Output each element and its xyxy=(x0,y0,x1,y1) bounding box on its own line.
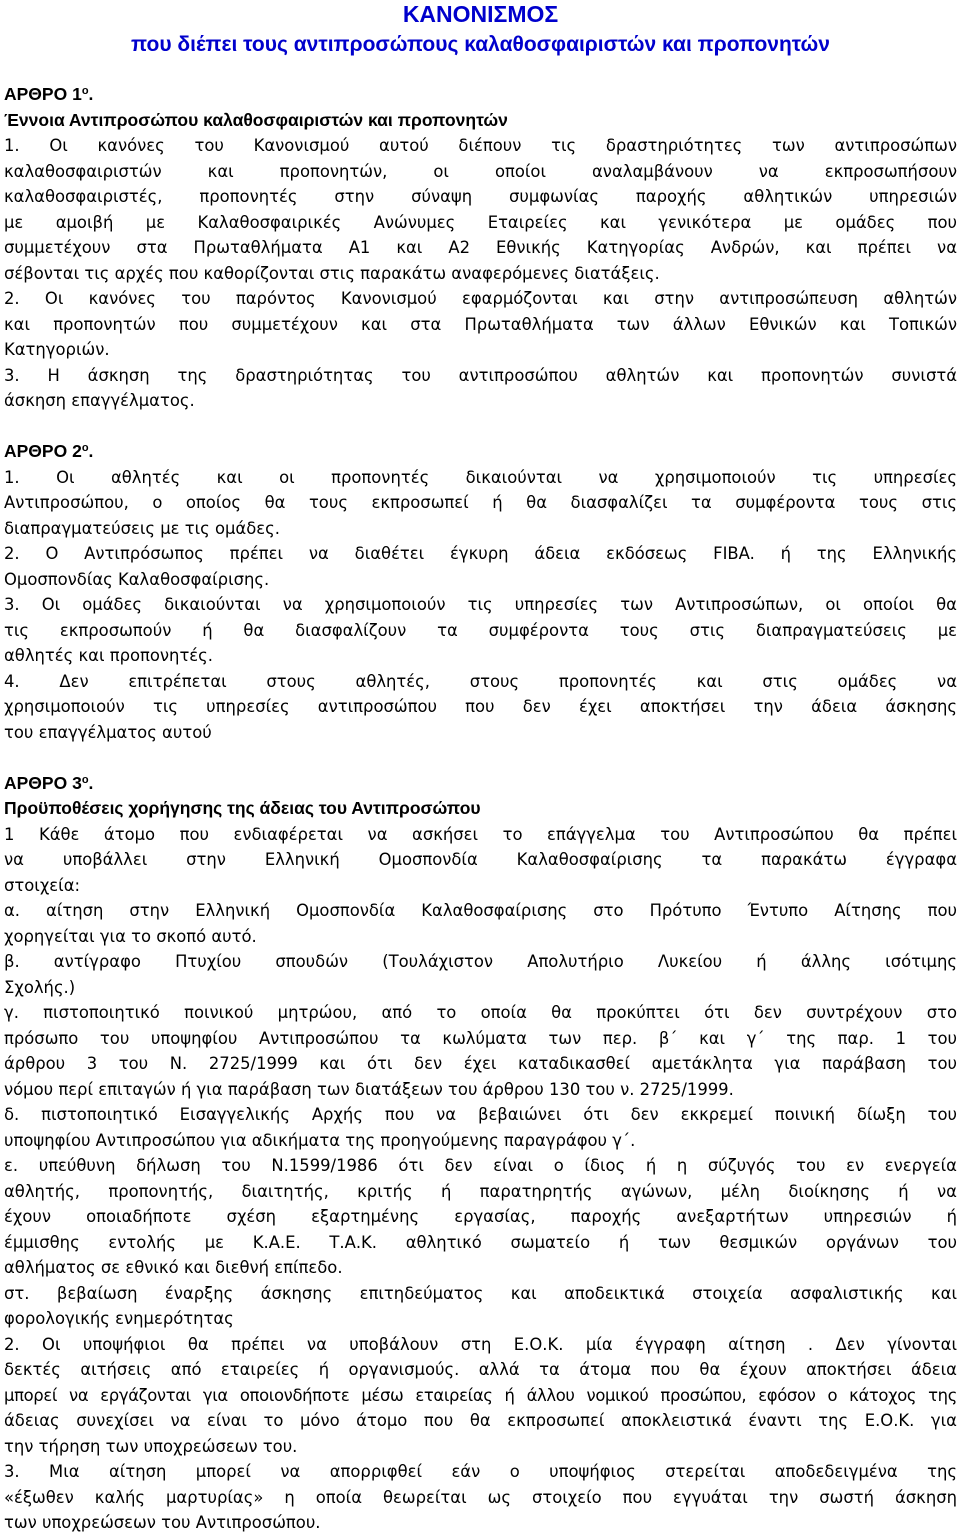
paragraph-line: αθλήματος σε εθνικό και διεθνή επίπεδο. xyxy=(4,1258,343,1277)
paragraph-line: 1 Κάθε άτομο που ενδιαφέρεται να ασκήσει το επάγγελμα του Αντιπροσώπου θα πρέπει xyxy=(4,824,957,844)
paragraph-line: έχουν οποιαδήποτε σχέση εξαρτημένης εργασίας, παροχής ανεξαρτήτων υπηρεσιών ή xyxy=(4,1207,957,1226)
paragraph-line: στ. βεβαίωση έναρξης άσκησης επιτηδεύματος και αποδεικτικά στοιχεία ασφαλιστικής και xyxy=(4,1283,957,1303)
paragraph-line: μπορεί να εργάζονται για οποιονδήποτε μέσω εταιρείας ή άλλου νομικού προσώπου, εφόσον ο κάτοχος της xyxy=(4,1385,957,1405)
paragraph-line: και προπονητών που συμμετέχουν και στα Πρωταθλήματα των άλλων Εθνικών και Τοπικών xyxy=(4,314,957,334)
paragraph-line: 3. Μια αίτηση μπορεί να απορριφθεί εάν ο υποψήφιος στερείται αποδεδειγμένα της xyxy=(4,1462,957,1481)
paragraph-line: πρόσωπο του υποψηφίου Αντιπροσώπου τα κωλύματα των περ. β΄ και γ΄ της παρ. 1 του xyxy=(4,1028,957,1048)
paragraph-line: 2. Ο Αντιπρόσωπος πρέπει να διαθέτει έγκυρη άδεια εκδόσεως FIBA. ή της Ελληνικής xyxy=(4,544,957,563)
article-3-heading: ΑΡΘΡΟ $3^o$. xyxy=(4,772,94,793)
document-subtitle: που διέπει τους αντιπροσώπους καλαθοσφαιριστών και προπονητών xyxy=(131,33,830,56)
paragraph-line: να υποβάλλει στην Ελληνική Ομοσπονδία Καλαθοσφαίρισης τα παρακάτω έγγραφα xyxy=(4,850,957,869)
paragraph-line: υποψηφίου Αντιπροσώπου για αδικήματα της προηγούμενης παραγράφου γ΄. xyxy=(4,1130,636,1150)
paragraph-line: Ομοσπονδίας Καλαθοσφαίρισης. xyxy=(4,569,270,589)
paragraph-line: άσκηση επαγγέλματος. xyxy=(4,391,195,410)
paragraph-line: έμμισθης εντολής με Κ.Α.Ε. Τ.Α.Κ. αθλητικό σωματείο ή των θεσμικών οργάνων του xyxy=(4,1232,957,1252)
paragraph-line: νόμου περί επιταγών ή για παράβαση των διατάξεων του άρθρου 130 του ν. 2725/1999. xyxy=(4,1079,734,1099)
paragraph-line: φορολογικής ενημερότητας xyxy=(4,1309,234,1328)
paragraph-line: άρθρου 3 του Ν. 2725/1999 και ότι δεν έχει καταδικασθεί αμετάκλητα για παράβαση του xyxy=(4,1054,957,1073)
paragraph-line: β. αντίγραφο Πτυχίου σπουδών (Τουλάχιστον Απολυτήριο Λυκείου ή άλλης ισότιμης xyxy=(4,952,957,971)
paragraph-line: συμμετέχουν στα Πρωταθλήματα Α1 και Α2 Εθνικής Κατηγορίας Ανδρών, και πρέπει να xyxy=(4,238,957,257)
paragraph-line: 4. Δεν επιτρέπεται στους αθλητές, στους προπονητές και στις ομάδες να xyxy=(4,671,957,691)
paragraph-line: 2. Οι υποψήφιοι θα πρέπει να υποβάλουν στη Ε.Ο.Κ. μία έγγραφη αίτηση . Δεν γίνονται xyxy=(4,1334,957,1354)
document-title: ΚΑΝΟΝΙΣΜΟΣ xyxy=(402,1,559,27)
paragraph-line: με αμοιβή με Καλαθοσφαιρικές Ανώνυμες Εταιρείες και γενικότερα με ομάδες που xyxy=(4,212,957,232)
paragraph-line: στοιχεία: xyxy=(4,875,81,895)
article-3-body xyxy=(4,822,957,1536)
paragraph-line: 3. Οι ομάδες δικαιούνται να χρησιμοποιούν τις υπηρεσίες των Αντιπροσώπων, οι οποίοι θα xyxy=(4,595,957,614)
paragraph-line: την τήρηση των υποχρεώσεων του. xyxy=(4,1436,298,1456)
paragraph-line: χρησιμοποιούν τις υπηρεσίες αντιπροσώπου που δεν έχει αποκτήσει την άδεια άσκησης xyxy=(4,697,957,716)
paragraph-line: δ. πιστοποιητικό Εισαγγελικής Αρχής που να βεβαιώνει ότι δεν εκκρεμεί ποινική δίωξη του xyxy=(4,1105,957,1124)
paragraph-line: δεκτές αιτήσεις από εταιρείες ή οργανισμούς. αλλά τα άτομα που θα έχουν αποκτήσει άδεια xyxy=(4,1360,957,1379)
paragraph-line: αθλητές και προπονητές. xyxy=(4,646,213,665)
article-1-body xyxy=(4,133,957,414)
paragraph-line: τις εκπροσωπούν ή θα διασφαλίζουν τα συμφέροντα τους στις διαπραγματεύσεις με xyxy=(4,620,957,640)
paragraph-line: των υποχρεώσεων του Αντιπροσώπου. xyxy=(4,1513,321,1532)
paragraph-line: «έξωθεν καλής μαρτυρίας» η οποία θεωρείται ως στοιχείο που εγγυάται την σωστή άσκηση xyxy=(4,1487,957,1507)
paragraph-line: α. αίτηση στην Ελληνική Ομοσπονδία Καλαθοσφαίρισης στο Πρότυπο Έντυπο Αίτησης που xyxy=(4,901,957,920)
paragraph-line: διαπραγματεύσεις με τις ομάδες. xyxy=(4,518,280,538)
paragraph-line: γ. πιστοποιητικό ποινικού μητρώου, από το οποία θα προκύπτει ότι δεν συντρέχουν στο xyxy=(4,1003,957,1022)
document-page xyxy=(4,0,957,1536)
paragraph-line: 3. Η άσκηση της δραστηριότητας του αντιπροσώπου αθλητών και προπονητών συνιστά xyxy=(4,365,957,385)
paragraph-line: Αντιπροσώπου, ο οποίος θα τους εκπροσωπεί ή θα διασφαλίζει τα συμφέροντα τους στις xyxy=(4,493,957,512)
paragraph-line: του επαγγέλματος αυτού xyxy=(4,722,212,742)
paragraph-line: καλαθοσφαιριστές, προπονητές στην σύναψη συμφωνίας παροχής αθλητικών υπηρεσιών xyxy=(4,187,957,206)
paragraph-line: 2. Οι κανόνες του παρόντος Κανονισμού εφαρμόζονται και στην αντιπροσώπευση αθλητών xyxy=(4,289,957,308)
article-2-body xyxy=(4,465,957,746)
paragraph-line: άδειας συνεχίσει να είναι το μόνο άτομο που θα εκπροσωπεί αποκλειστικά έναντι της Ε.Ο.Κ. για xyxy=(4,1411,957,1430)
paragraph-line: σέβονται τις αρχές που καθορίζονται στις παρακάτω αναφερόμενες διατάξεις. xyxy=(4,263,660,283)
paragraph-line: ε. υπεύθυνη δήλωση του Ν.1599/1986 ότι δεν είναι ο ίδιος ή η σύζυγός του εν ενεργεία xyxy=(4,1156,957,1175)
article-1-subheading: Έννοια Αντιπροσώπου καλαθοσφαιριστών και προπονητών xyxy=(4,109,508,130)
paragraph-line: Σχολής.) xyxy=(4,977,76,997)
paragraph-line: αθλητής, προπονητής, διαιτητής, κριτής ή παρατηρητής αγώνων, μέλη διοίκησης ή να xyxy=(4,1181,957,1201)
paragraph-line: καλαθοσφαιριστών και προπονητών, οι οποίοι αναλαμβάνουν να εκπροσωπήσουν xyxy=(4,161,957,181)
article-1-heading: ΑΡΘΡΟ $1^o$. xyxy=(4,84,94,104)
paragraph-line: 1. Οι αθλητές και οι προπονητές δικαιούνται να χρησιμοποιούν τις υπηρεσίες xyxy=(4,467,957,487)
paragraph-line: χορηγείται για το σκοπό αυτό. xyxy=(4,926,257,946)
article-3-subheading: Προϋποθέσεις χορήγησης της άδειας του Αντιπροσώπου xyxy=(4,798,481,818)
paragraph-line: 1. Οι κανόνες του Κανονισμού αυτού διέπουν τις δραστηριότητες των αντιπροσώπων xyxy=(4,136,957,155)
document-header xyxy=(4,0,957,60)
paragraph-line: Κατηγοριών. xyxy=(4,340,110,359)
article-2-heading: ΑΡΘΡΟ $2^o$. xyxy=(4,441,94,461)
